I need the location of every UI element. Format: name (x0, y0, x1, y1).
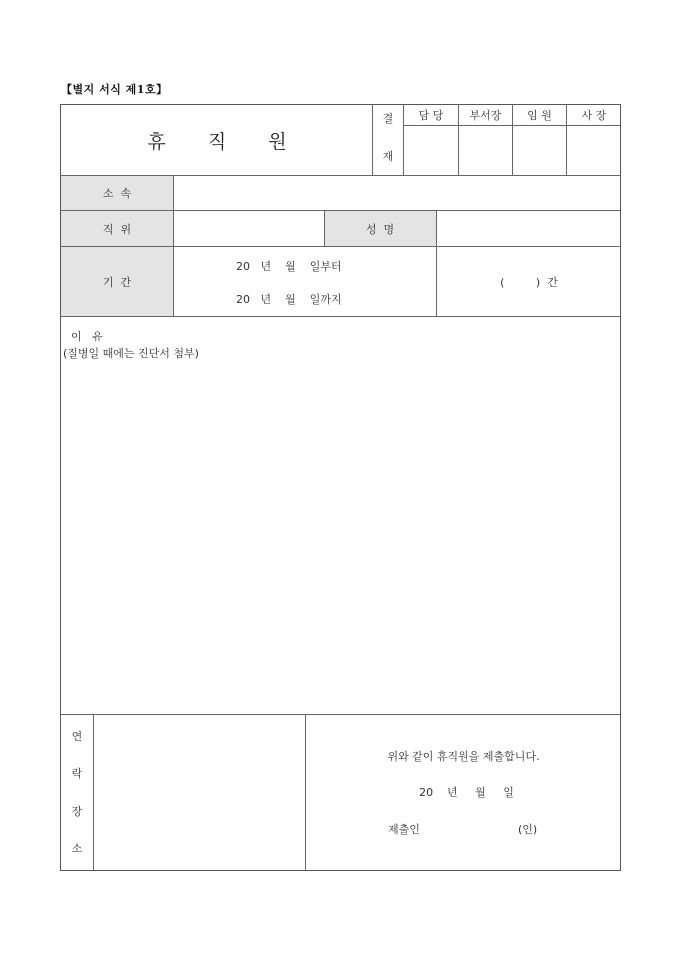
signature-box-executive[interactable] (513, 126, 566, 175)
submission-statement: 위와 같이 휴직원을 제출합니다. (387, 750, 540, 763)
submitter-name-field[interactable] (430, 817, 516, 837)
signature-box-dept-head[interactable] (459, 126, 512, 175)
row-line-4 (60, 316, 621, 317)
approval-col-staff: 담 당 (418, 109, 444, 122)
name-field[interactable] (437, 211, 621, 246)
contact-label-char-3: 장 (71, 805, 83, 818)
form-number-label: 【별지 서식 제1호】 (61, 83, 168, 96)
document-title-text: 휴 직 원 (147, 130, 287, 153)
signature-box-staff[interactable] (404, 126, 458, 175)
reason-note: (질병일 때에는 진단서 첨부) (63, 347, 199, 360)
position-label: 직 위 (102, 222, 132, 236)
document-title (62, 106, 372, 174)
affiliation-label: 소 속 (102, 186, 132, 200)
approval-col-executive: 임 원 (527, 109, 552, 122)
approval-label-top: 결 (382, 112, 394, 125)
name-label: 성 명 (365, 222, 395, 236)
approval-col-dept-head: 부서장 (469, 109, 502, 122)
reason-text-area[interactable] (61, 362, 621, 714)
approval-col-president: 사 장 (581, 109, 607, 122)
period-duration[interactable]: ( ) 간 (500, 275, 558, 289)
period-label: 기 간 (102, 275, 132, 289)
submission-date[interactable]: 20 년 월 일 (419, 786, 514, 799)
signature-box-president[interactable] (567, 126, 621, 175)
position-field[interactable] (174, 211, 324, 246)
submitter-label: 제출인 (388, 823, 420, 836)
contact-label-char-1: 연 (71, 730, 83, 743)
reason-label: 이 유 (71, 330, 103, 343)
approval-label-bottom: 재 (382, 150, 394, 163)
seal-mark: (인) (518, 823, 538, 836)
contact-label-char-4: 소 (71, 842, 83, 855)
affiliation-field[interactable] (174, 176, 621, 210)
contact-field[interactable] (94, 715, 305, 871)
period-to[interactable]: 20 년 월 일까지 (236, 293, 342, 306)
contact-label-char-2: 락 (71, 767, 83, 780)
period-from[interactable]: 20 년 월 일부터 (236, 260, 342, 273)
